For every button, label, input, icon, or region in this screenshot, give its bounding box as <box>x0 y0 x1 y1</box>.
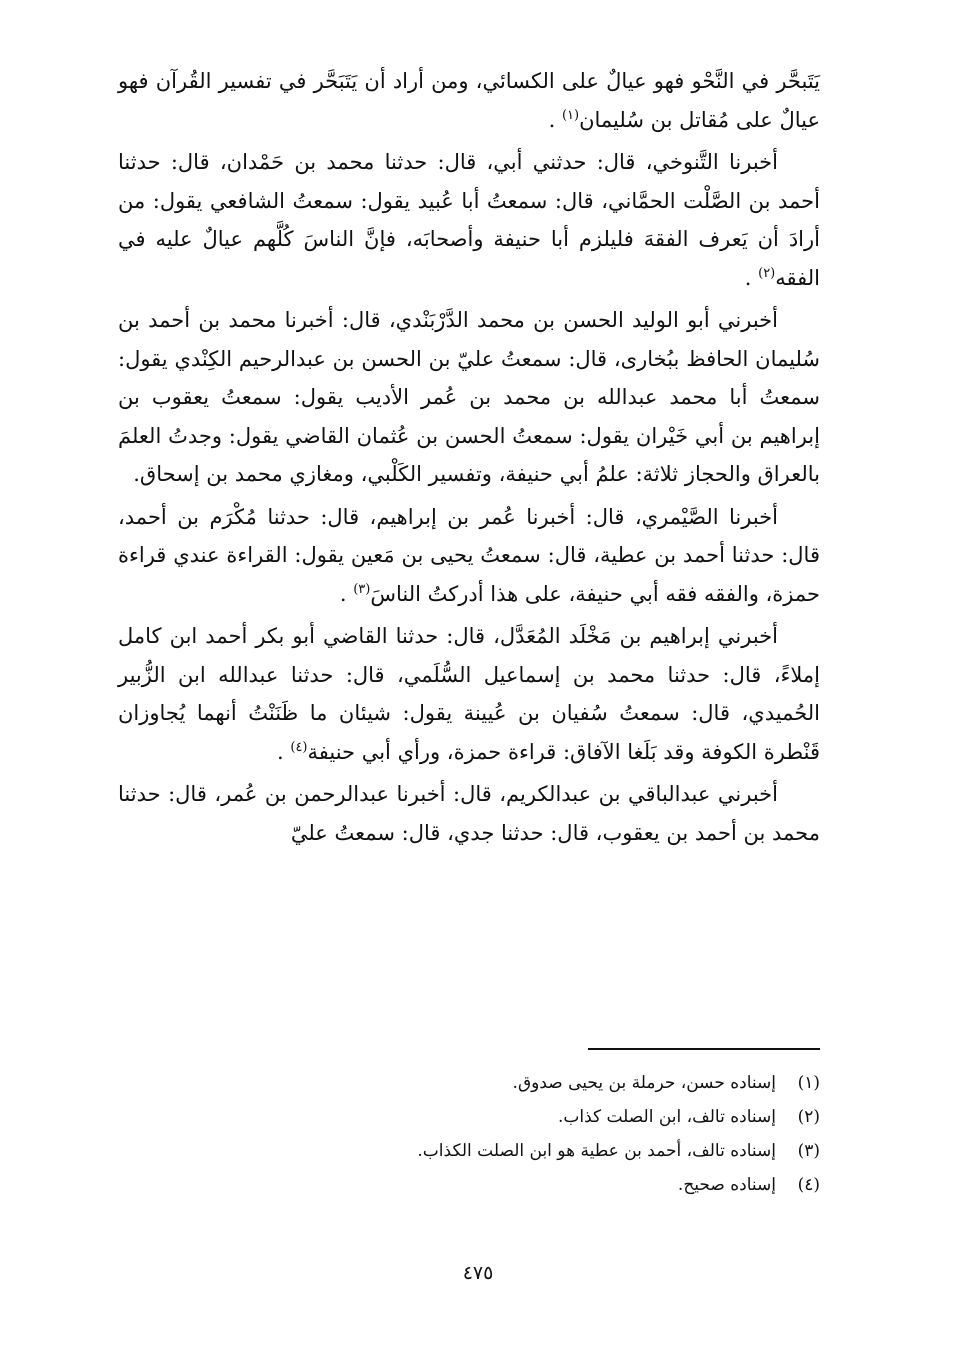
paragraph-4 <box>118 498 820 614</box>
page-number: ٤٧٥ <box>462 1262 494 1284</box>
paragraph-6-text: أخبرني عبدالباقي بن عبدالكريم، قال: أخبرنا عبدالرحمن بن عُمر، قال: حدثنا محمد بن أحمد بن يعقوب، قال: حدثنا جدي، قال: سمعتُ عليّ <box>118 782 820 845</box>
footnote-number: (١) <box>797 1073 820 1093</box>
footnote-text: إسناده تالف، أحمد بن عطية هو ابن الصلت الكذاب. <box>417 1141 776 1161</box>
footnote-number: (٣) <box>797 1141 820 1161</box>
footnote-separator <box>588 1048 820 1050</box>
footnote-ref-4: (٤) <box>290 739 308 755</box>
footnote-ref-1: (١) <box>561 107 580 123</box>
footnote-text: إسناده صحيح. <box>677 1175 776 1195</box>
footnote-ref-2: (٢) <box>758 265 776 281</box>
paragraph-2 <box>118 143 820 297</box>
paragraph-3-text: أخبرني أبو الوليد الحسن بن محمد الدَّرْبَنْدي، قال: أخبرنا محمد بن أحمد بن سُليمان الحافظ ببُخارى، قال: سمعتُ عليّ بن الحسن بن عبدالرحيم الكِنْدي يقول: سمعتُ أبا محمد عبدالله بن محمد بن عُمر الأديب يقول: سمعتُ يعقوب بن إبراهيم بن أبي خَيْران يقول: سمعتُ الحسن بن عُثمان القاضي يقول: وجدتُ العلمَ بالعراق والحجاز ثلاثة: علمُ أبي حنيفة، وتفسير الكَلْبي، ومغازي محمد بن إسحاق. <box>118 308 820 486</box>
paragraph-1-end: . <box>548 107 562 132</box>
footnote-ref-3: (٣) <box>353 581 371 597</box>
main-text <box>118 62 820 852</box>
paragraph-4-text: أخبرنا الصَّيْمري، قال: أخبرنا عُمر بن إبراهيم، قال: حدثنا مُكْرَم بن أحمد، قال: حدثنا أحمد بن عطية، قال: سمعتُ يحيى بن مَعين يقول: القراءة عندي قراءة حمزة، والفقه فقه أبي حنيفة، على هذا أدركتُ الناسَ <box>118 504 820 606</box>
paragraph-2-text: أخبرنا التَّنوخي، قال: حدثني أبي، قال: حدثنا محمد بن حَمْدان، قال: حدثنا أحمد بن الصَّلْت الحمَّاني، قال: سمعتُ أبا عُبيد يقول: سمعتُ الشافعي يقول: من أرادَ أن يَعرف الفقهَ فليلزم أبا حنيفة وأصحابَه، فإنَّ الناسَ كُلَّهم عيالٌ عليه في الفقه <box>118 150 820 290</box>
footnote-number: (٢) <box>797 1107 820 1127</box>
footnote-text: إسناده حسن، حرملة بن يحيى صدوق. <box>512 1073 776 1093</box>
paragraph-1-text: يَتَبحَّر في النَّحْو فهو عيالٌ على الكسائي، ومن أراد أن يَتَبَحَّر في تفسير القُرآن فهو عيالٌ على مُقاتل بن سُليمان <box>118 69 820 132</box>
paragraph-5 <box>118 617 820 771</box>
paragraph-4-end: . <box>339 581 354 606</box>
paragraph-5-text: أخبرني إبراهيم بن مَخْلَد المُعَدَّل، قال: حدثنا القاضي أبو بكر أحمد ابن كامل إملاءً، قال: حدثنا محمد بن إسماعيل السُّلَمي، قال: حدثنا عبدالله ابن الزُّبير الحُميدي، قال: سمعتُ سُفيان بن عُيينة يقول: شيئان ما ظَنَنْتُ أنهما يُجاوزان قَنْطرة الكوفة وقد بَلَغا الآفاق: قراءة حمزة، ورأي أبي حنيفة <box>118 624 820 764</box>
footnote-2 <box>260 1100 820 1134</box>
paragraph-1 <box>118 62 820 139</box>
footnote-3 <box>260 1134 820 1168</box>
footnotes <box>260 1066 820 1202</box>
paragraph-5-end: . <box>277 739 291 764</box>
paragraph-3 <box>118 301 820 494</box>
paragraph-2-end: . <box>744 265 759 290</box>
paragraph-6 <box>118 775 820 852</box>
footnote-1 <box>260 1066 820 1100</box>
footnote-number: (٤) <box>797 1175 820 1195</box>
footnote-4 <box>260 1168 820 1202</box>
footnote-text: إسناده تالف، ابن الصلت كذاب. <box>557 1107 776 1127</box>
